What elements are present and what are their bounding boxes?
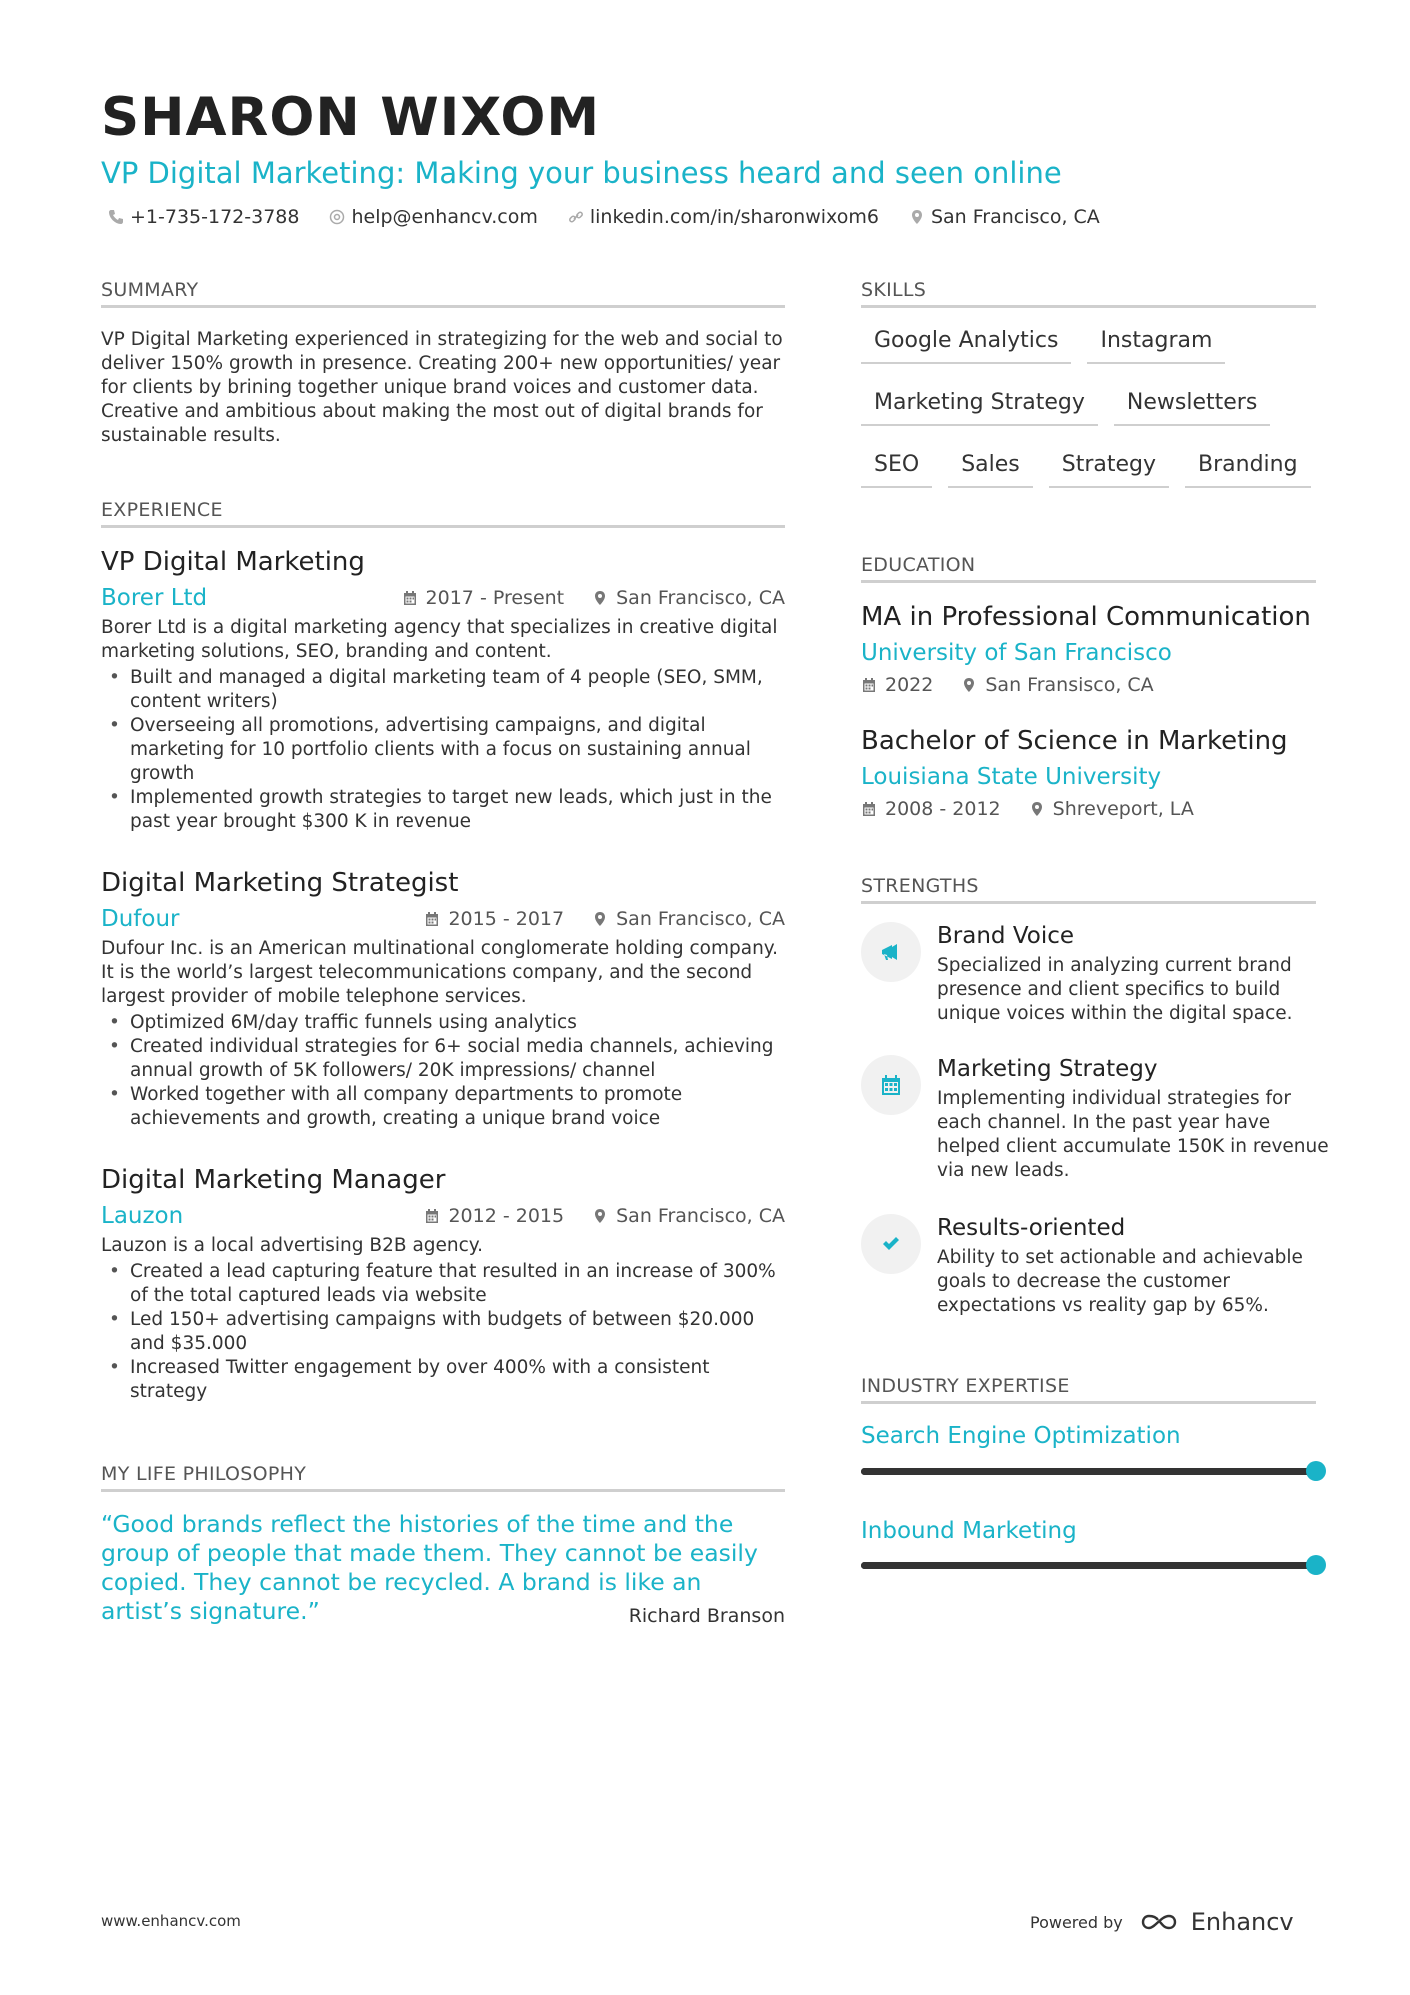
bullet-item: • Worked together with all company departments to promote achievements and growth, creating a unique brand voice xyxy=(101,1083,785,1131)
company-name: Dufour xyxy=(101,906,180,932)
degree-title: MA in Professional Communication xyxy=(861,602,1311,632)
at-icon xyxy=(329,209,345,225)
education-meta xyxy=(861,674,1331,696)
philosophy-quote: “Good brands reflect the histories of the time and the group of people that made them. They cannot be easily copied. They cannot be recycled. A brand is like an artist’s signature.” xyxy=(101,1510,758,1625)
linkedin-text: linkedin.com/in/sharonwixom6 xyxy=(589,206,879,228)
location-pin-icon xyxy=(909,209,925,225)
job-title: Digital Marketing Strategist xyxy=(101,868,459,898)
skill-tag: Newsletters xyxy=(1114,384,1270,426)
strength-item xyxy=(861,1055,1331,1183)
megaphone-icon xyxy=(861,922,921,982)
job-bullets xyxy=(101,1011,785,1131)
job-dates xyxy=(424,1205,564,1227)
job-location-text: San Francisco, CA xyxy=(616,587,785,609)
calendar-icon xyxy=(424,1208,440,1224)
calendar-icon xyxy=(861,677,877,693)
skill-tag: SEO xyxy=(861,446,932,488)
bullet-item: • Implemented growth strategies to target new leads, which just in the past year brought $300 K in revenue xyxy=(101,786,785,834)
job-dates-text: 2017 - Present xyxy=(425,587,565,609)
education-dates xyxy=(861,674,933,696)
job-entry xyxy=(101,1164,785,1404)
quote-author: Richard Branson xyxy=(628,1605,785,1627)
calendar-icon xyxy=(861,1055,921,1115)
expertise-knob xyxy=(1306,1555,1326,1575)
job-meta xyxy=(101,582,785,614)
location-pin-icon xyxy=(592,911,608,927)
section-title-summary: SUMMARY xyxy=(101,278,785,308)
education-entry xyxy=(861,725,1331,820)
section-title-skills: SKILLS xyxy=(861,278,1316,308)
expertise-fill xyxy=(861,1562,1316,1569)
job-dates-text: 2012 - 2015 xyxy=(448,1205,565,1227)
checkmark-icon xyxy=(861,1214,921,1274)
headline: VP Digital Marketing: Making your business heard and seen online xyxy=(101,156,1062,190)
job-location-text: San Francisco, CA xyxy=(616,908,785,930)
calendar-icon xyxy=(402,590,418,606)
brand-name: Enhancv xyxy=(1190,1908,1294,1936)
skill-tag: Branding xyxy=(1185,446,1311,488)
contact-linkedin[interactable] xyxy=(568,206,879,228)
job-description: Lauzon is a local advertising B2B agency. xyxy=(101,1235,483,1256)
footer-url[interactable]: www.enhancv.com xyxy=(101,1912,241,1930)
candidate-name: SHARON WIXOM xyxy=(101,87,601,148)
calendar-icon xyxy=(424,911,440,927)
location-text: San Francisco, CA xyxy=(930,206,1100,228)
school-name: Louisiana State University xyxy=(861,764,1162,790)
skill-tag: Sales xyxy=(948,446,1033,488)
section-title-industry-expertise: INDUSTRY EXPERTISE xyxy=(861,1374,1316,1404)
company-name: Borer Ltd xyxy=(101,585,208,611)
degree-title: Bachelor of Science in Marketing xyxy=(861,726,1288,756)
job-bullets xyxy=(101,1260,785,1404)
location-pin-icon xyxy=(592,1208,608,1224)
skill-tag: Strategy xyxy=(1049,446,1169,488)
job-entry xyxy=(101,546,785,834)
expertise-fill xyxy=(861,1468,1316,1475)
bullet-item: • Led 150+ advertising campaigns with budgets of between $20.000 and $35.000 xyxy=(101,1308,785,1356)
summary-text: VP Digital Marketing experienced in strategizing for the web and social to deliver 150% growth in presence. Creating 200+ new opportunities/ year for clients by brining together unique brand voices and customer data. Creative and ambitious about making the most out of digital brands for sustainable results. xyxy=(101,329,783,446)
job-dates xyxy=(424,908,564,930)
powered-by-label: Powered by xyxy=(1030,1912,1123,1932)
bullet-item: • Increased Twitter engagement by over 400% with a consistent strategy xyxy=(101,1356,785,1404)
strength-description: Specialized in analyzing current brand presence and client specifics to build unique voices within the digital space. xyxy=(937,955,1293,1024)
strength-title: Brand Voice xyxy=(937,923,1075,949)
powered-by xyxy=(1030,1908,1294,1936)
education-meta xyxy=(861,798,1331,820)
contact-email[interactable] xyxy=(329,206,537,228)
job-description: Dufour Inc. is an American multinational conglomerate holding company. It is the world’s largest telecommunications company, and the second largest provider of mobile telephone services. xyxy=(101,938,778,1007)
job-bullets xyxy=(101,666,785,834)
job-dates-text: 2015 - 2017 xyxy=(448,908,565,930)
strength-description: Ability to set actionable and achievable goals to decrease the customer expectations vs reality gap by 65%. xyxy=(937,1247,1303,1316)
bullet-item: • Created a lead capturing feature that resulted in an increase of 300% of the total captured leads via website xyxy=(101,1260,785,1308)
skill-tag: Instagram xyxy=(1087,322,1225,364)
job-title: VP Digital Marketing xyxy=(101,547,365,577)
phone-text: +1-735-172-3788 xyxy=(130,206,300,228)
strength-title: Marketing Strategy xyxy=(937,1056,1158,1082)
contact-bar xyxy=(108,206,1100,228)
education-dates-text: 2022 xyxy=(885,674,934,696)
job-dates xyxy=(402,587,565,609)
location-pin-icon xyxy=(592,590,608,606)
section-title-education: EDUCATION xyxy=(861,553,1316,583)
company-name: Lauzon xyxy=(101,1203,184,1229)
expertise-bar xyxy=(861,1562,1316,1569)
job-description: Borer Ltd is a digital marketing agency that specializes in creative digital marketing solutions, SEO, branding and content. xyxy=(101,617,778,662)
education-dates xyxy=(861,798,1001,820)
strength-description: Implementing individual strategies for each channel. In the past year have helped client accumulate 150K in revenue via new leads. xyxy=(937,1088,1329,1181)
contact-phone[interactable] xyxy=(108,206,299,228)
skill-tag: Marketing Strategy xyxy=(861,384,1098,426)
enhancv-logo[interactable] xyxy=(1137,1908,1294,1936)
job-meta xyxy=(101,1200,785,1232)
job-location-text: San Francisco, CA xyxy=(616,1205,785,1227)
section-title-experience: EXPERIENCE xyxy=(101,498,785,528)
section-title-philosophy: MY LIFE PHILOSOPHY xyxy=(101,1462,785,1492)
skill-tag: Google Analytics xyxy=(861,322,1071,364)
contact-location xyxy=(909,206,1100,228)
education-location xyxy=(961,674,1153,696)
expertise-bar xyxy=(861,1468,1316,1475)
education-entry xyxy=(861,601,1331,696)
education-dates-text: 2008 - 2012 xyxy=(885,798,1001,820)
link-icon xyxy=(568,209,584,225)
education-location-text: San Fransisco, CA xyxy=(985,674,1154,696)
bullet-item: • Built and managed a digital marketing team of 4 people (SEO, SMM, content writers) xyxy=(101,666,785,714)
expertise-label: Inbound Marketing xyxy=(861,1518,1077,1544)
education-location-text: Shreveport, LA xyxy=(1052,798,1194,820)
strength-title: Results-oriented xyxy=(937,1215,1126,1241)
skills-list xyxy=(861,322,1331,488)
location-pin-icon xyxy=(961,677,977,693)
strength-item xyxy=(861,1214,1331,1318)
strength-item xyxy=(861,922,1331,1026)
enhancv-logo-icon xyxy=(1137,1910,1183,1934)
bullet-item: • Overseeing all promotions, advertising campaigns, and digital marketing for 10 portfolio clients with a focus on sustaining annual growth xyxy=(101,714,785,786)
location-pin-icon xyxy=(1029,801,1045,817)
job-location xyxy=(592,1205,785,1227)
phone-icon xyxy=(108,209,124,225)
expertise-label: Search Engine Optimization xyxy=(861,1423,1181,1449)
school-name: University of San Francisco xyxy=(861,640,1172,666)
bullet-item: • Created individual strategies for 6+ social media channels, achieving annual growth of 5K followers/ 20K impressions/ channel xyxy=(101,1035,785,1083)
job-location xyxy=(592,908,785,930)
job-title: Digital Marketing Manager xyxy=(101,1165,446,1195)
bullet-item: • Optimized 6M/day traffic funnels using analytics xyxy=(101,1011,785,1035)
job-meta xyxy=(101,903,785,935)
job-entry xyxy=(101,867,785,1131)
education-location xyxy=(1029,798,1194,820)
job-location xyxy=(592,587,785,609)
expertise-knob xyxy=(1306,1461,1326,1481)
calendar-icon xyxy=(861,801,877,817)
email-text: help@enhancv.com xyxy=(351,206,538,228)
section-title-strengths: STRENGTHS xyxy=(861,874,1316,904)
